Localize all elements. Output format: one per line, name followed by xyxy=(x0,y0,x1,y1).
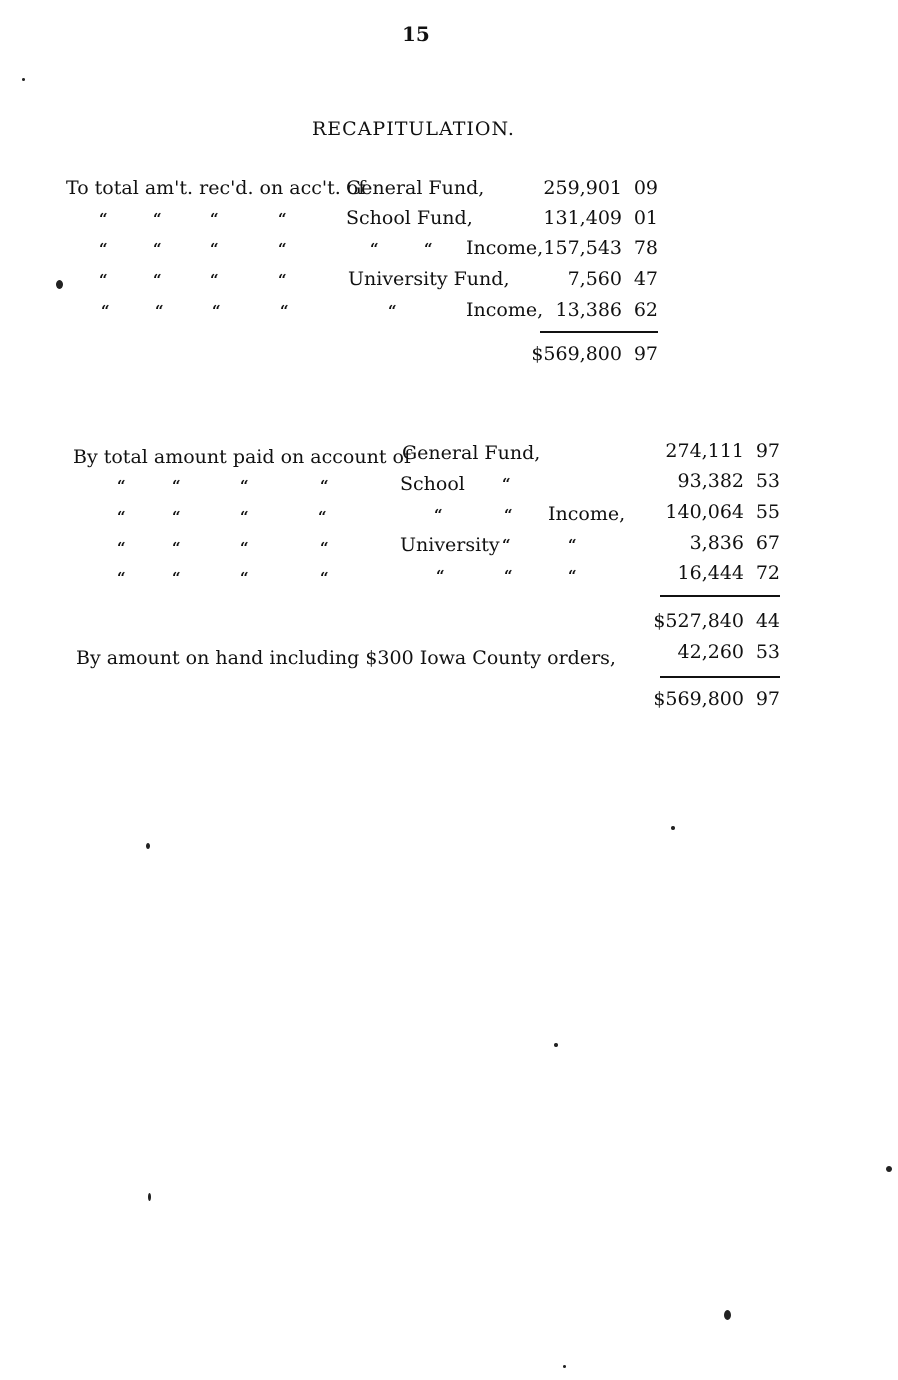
ditto-mark: “ xyxy=(172,477,181,495)
ditto-mark: “ xyxy=(99,271,108,289)
ditto-mark: “ xyxy=(117,508,126,526)
ditto-mark: “ xyxy=(99,210,108,228)
ditto-mark: “ xyxy=(153,271,162,289)
fund-label: General Fund, xyxy=(402,442,541,464)
ditto-mark: “ xyxy=(502,475,511,493)
total-rule xyxy=(540,331,658,333)
total-rule xyxy=(660,676,780,678)
ditto-mark: “ xyxy=(388,302,397,320)
amount-cents: 47 xyxy=(633,268,658,290)
ditto-mark: “ xyxy=(320,477,329,495)
ink-speck xyxy=(22,78,25,81)
ditto-mark: “ xyxy=(568,536,577,554)
amount-cents: 55 xyxy=(755,501,780,523)
ditto-mark: “ xyxy=(117,477,126,495)
subtotal-dollars: $527,840 xyxy=(653,610,744,632)
ditto-mark: “ xyxy=(117,539,126,557)
amount-cents: 53 xyxy=(755,470,780,492)
ditto-mark: “ xyxy=(424,240,433,258)
ditto-mark: “ xyxy=(101,302,110,320)
ditto-mark: “ xyxy=(370,240,379,258)
ditto-mark: “ xyxy=(240,477,249,495)
ditto-mark: “ xyxy=(117,569,126,587)
ditto-mark: “ xyxy=(99,240,108,258)
amount-dollars: 131,409 xyxy=(543,207,622,229)
amount-cents: 78 xyxy=(633,237,658,259)
ink-speck xyxy=(148,1193,151,1201)
ditto-mark: “ xyxy=(280,302,289,320)
ditto-mark: “ xyxy=(502,536,511,554)
subtotal-rule xyxy=(660,595,780,597)
fund-label: General Fund, xyxy=(346,177,485,199)
ditto-mark: “ xyxy=(155,302,164,320)
ink-speck xyxy=(554,1043,558,1047)
subtotal-cents: 44 xyxy=(755,610,780,632)
on-hand-cents: 53 xyxy=(755,641,780,663)
ditto-mark: “ xyxy=(172,508,181,526)
row-prefix: By total amount paid on account of xyxy=(73,446,411,468)
income-label: Income, xyxy=(466,237,544,259)
on-hand-dollars: 42,260 xyxy=(677,641,744,663)
ditto-mark: “ xyxy=(504,567,513,585)
ditto-mark: “ xyxy=(240,569,249,587)
ditto-mark: “ xyxy=(240,508,249,526)
ditto-mark: “ xyxy=(504,506,513,524)
ditto-mark: “ xyxy=(436,567,445,585)
ditto-mark: “ xyxy=(278,271,287,289)
ditto-mark: “ xyxy=(278,240,287,258)
income-label: Income, xyxy=(548,503,626,525)
ditto-mark: “ xyxy=(153,210,162,228)
ditto-mark: “ xyxy=(210,271,219,289)
ditto-mark: “ xyxy=(210,210,219,228)
ink-speck xyxy=(886,1166,892,1172)
amount-dollars: 3,836 xyxy=(689,532,744,554)
income-label: Income, xyxy=(466,299,544,321)
amount-dollars: 274,111 xyxy=(665,440,744,462)
ditto-mark: “ xyxy=(172,539,181,557)
total-cents: 97 xyxy=(755,688,780,710)
amount-dollars: 140,064 xyxy=(665,501,744,523)
ditto-mark: “ xyxy=(320,539,329,557)
ink-speck xyxy=(671,826,675,830)
amount-cents: 62 xyxy=(633,299,658,321)
ink-speck xyxy=(724,1310,731,1320)
ditto-mark: “ xyxy=(153,240,162,258)
ditto-mark: “ xyxy=(172,569,181,587)
on-hand-label: By amount on hand including $300 Iowa County orders, xyxy=(76,647,616,669)
ditto-mark: “ xyxy=(212,302,221,320)
page-number: 15 xyxy=(402,22,430,46)
fund-label: University Fund, xyxy=(348,268,510,290)
ditto-mark: “ xyxy=(434,506,443,524)
ditto-mark: “ xyxy=(320,569,329,587)
ink-speck xyxy=(563,1365,566,1368)
amount-dollars: 259,901 xyxy=(543,177,622,199)
amount-cents: 09 xyxy=(633,177,658,199)
amount-dollars: 16,444 xyxy=(677,562,744,584)
ink-speck xyxy=(146,843,150,849)
amount-dollars: 157,543 xyxy=(543,237,622,259)
amount-dollars: 93,382 xyxy=(677,470,744,492)
fund-label: University xyxy=(400,534,500,556)
amount-dollars: 13,386 xyxy=(555,299,622,321)
ditto-mark: “ xyxy=(318,508,327,526)
row-prefix: To total am't. rec'd. on acc't. of xyxy=(66,177,366,199)
amount-dollars: 7,560 xyxy=(567,268,622,290)
total-dollars: $569,800 xyxy=(531,343,622,365)
amount-cents: 67 xyxy=(755,532,780,554)
page-title: RECAPITULATION. xyxy=(312,118,515,140)
amount-cents: 01 xyxy=(633,207,658,229)
ditto-mark: “ xyxy=(240,539,249,557)
ditto-mark: “ xyxy=(568,567,577,585)
ditto-mark: “ xyxy=(278,210,287,228)
ditto-mark: “ xyxy=(210,240,219,258)
ink-speck xyxy=(56,280,63,289)
total-dollars: $569,800 xyxy=(653,688,744,710)
amount-cents: 97 xyxy=(755,440,780,462)
fund-label: School xyxy=(400,473,465,495)
amount-cents: 72 xyxy=(755,562,780,584)
fund-label: School Fund, xyxy=(346,207,473,229)
total-cents: 97 xyxy=(633,343,658,365)
